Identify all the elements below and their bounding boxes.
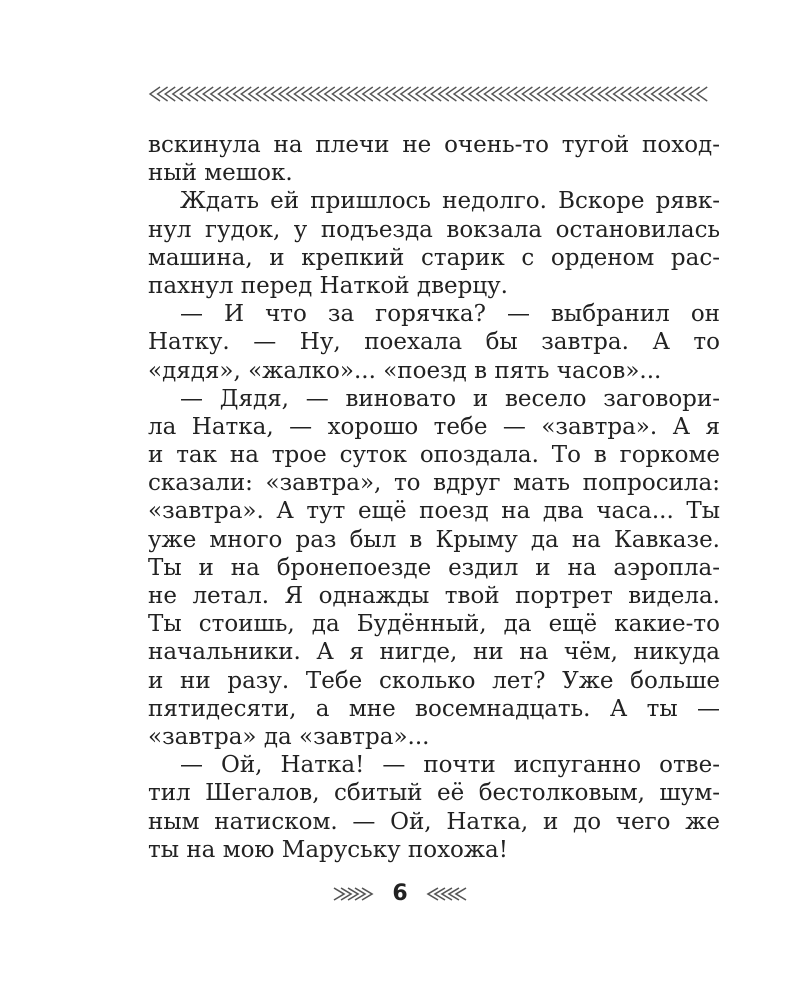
text-line: — Дядя, — виновато и весело заговори- (180, 385, 720, 412)
text-line: машина, и крепкий старик с орденом рас- (148, 244, 720, 271)
text-line: ты на мою Маруську похожа! (148, 836, 509, 863)
text-line: Ты и на бронепоезде ездил и на аэропла- (148, 554, 720, 581)
text-line: пахнул перед Наткой дверцу. (148, 272, 508, 299)
text-line: нул гудок, у подъезда вокзала остановилась (148, 216, 720, 243)
text-line: Натку. — Ну, поехала бы завтра. А то (148, 329, 720, 356)
text-line: пятидесяти, а мне восемнадцать. А ты — (148, 695, 720, 722)
top-chevron-ornament (148, 82, 720, 106)
text-line: сказали: «завтра», то вдруг мать попросила: (148, 470, 720, 497)
page-number: 6 (392, 881, 408, 906)
text-line: вскинула на плечи не очень-то тугой поход- (148, 132, 720, 158)
text-line: — Ой, Натка! — почти испуганно отве- (180, 752, 720, 779)
text-line: «завтра» да «завтра»... (148, 723, 430, 750)
right-chevrons-icon (332, 884, 378, 904)
text-line: Ждать ей пришлось недолго. Вскоре рявк- (180, 188, 720, 215)
text-line: «завтра». А тут ещё поезд на два часа... Ты (148, 498, 720, 525)
body-text (148, 131, 720, 864)
text-line: тил Шегалов, сбитый её бестолковым, шум- (148, 780, 720, 807)
text-line: ным натиском. — Ой, Натка, и до чего же (148, 808, 720, 835)
text-line: начальники. А я нигде, ни на чём, никуда (148, 639, 720, 666)
left-chevrons-icon (422, 884, 468, 904)
text-line: и так на трое суток опоздала. То в горкоме (148, 442, 720, 469)
text-line: и ни разу. Тебе сколько лет? Уже больше (148, 667, 720, 694)
text-line: ный мешок. (148, 160, 293, 187)
text-line: — И что за горячка? — выбранил он (180, 301, 720, 328)
text-line: уже много раз был в Крыму да на Кавказе. (148, 526, 720, 553)
text-line: ла Натка, — хорошо тебе — «завтра». А я (148, 413, 720, 440)
text-line: Ты стоишь, да Будённый, да ещё какие-то (148, 611, 720, 638)
text-line: «дядя», «жалко»... «поезд в пять часов»... (148, 357, 662, 384)
page-footer (0, 874, 800, 914)
text-line: не летал. Я однажды твой портрет видела. (148, 583, 720, 609)
